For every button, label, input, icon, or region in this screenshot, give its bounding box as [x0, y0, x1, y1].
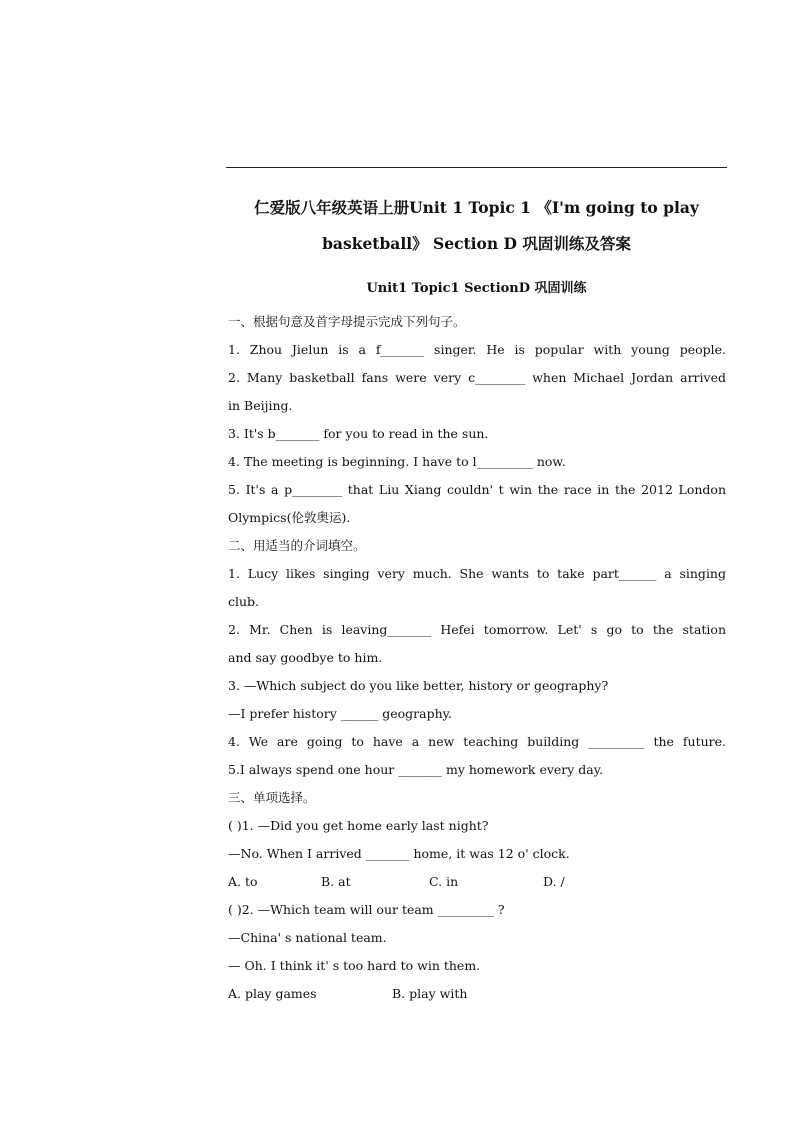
s3-question-2-line-3: — Oh. I think it' s too hard to win them. — [228, 958, 481, 973]
exercise-body — [228, 308, 726, 1008]
document-title-line-1: 仁爱版八年级英语上册Unit 1 Topic 1 《I'm going to play — [254, 198, 699, 217]
option-a: A. play games — [228, 986, 317, 1001]
s2-question-2: 2. Mr. Chen is leaving_______ Hefei tomorrow. Let' s go to the station — [228, 622, 726, 637]
s3-question-2-stem: ( )2. —Which team will our team _________ ? — [228, 902, 505, 917]
s3-question-1-options — [228, 868, 726, 896]
s1-question-1: 1. Zhou Jielun is a f_______ singer. He is popular with young people. — [228, 342, 726, 357]
document-title-line-2: basketball》 Section D 巩固训练及答案 — [322, 234, 631, 253]
s3-question-2-options — [228, 980, 726, 1008]
section-subtitle: Unit1 Topic1 SectionD 巩固训练 — [366, 281, 587, 296]
s1-question-2: 2. Many basketball fans were very c________ when Michael Jordan arrived — [228, 370, 726, 385]
s1-question-4: 4. The meeting is beginning. I have to l_________ now. — [228, 454, 566, 469]
s2-question-1-cont: club. — [228, 594, 260, 609]
option-d: D. / — [543, 874, 565, 889]
s2-question-1: 1. Lucy likes singing very much. She wants to take part______ a singing — [228, 566, 726, 581]
section-1-heading: 一、根据句意及首字母提示完成下列句子。 — [228, 314, 466, 329]
s1-question-5-cont: Olympics(伦敦奥运). — [228, 510, 351, 525]
s2-question-5: 5.I always spend one hour _______ my homework every day. — [228, 762, 604, 777]
s2-question-3: 3. —Which subject do you like better, history or geography? — [228, 678, 609, 693]
s1-question-2-cont: in Beijing. — [228, 398, 293, 413]
section-2-heading: 二、用适当的介词填空。 — [228, 538, 366, 553]
option-c: C. in — [429, 874, 459, 889]
header-rule — [226, 167, 727, 168]
s2-question-4: 4. We are going to have a new teaching building _________ the future. — [228, 734, 726, 749]
s3-question-1-line-2: —No. When I arrived _______ home, it was 12 o' clock. — [228, 846, 570, 861]
option-a: A. to — [228, 874, 258, 889]
s2-question-3-answer-line: —I prefer history ______ geography. — [228, 706, 453, 721]
s2-question-2-cont: and say goodbye to him. — [228, 650, 383, 665]
s1-question-5: 5. It's a p________ that Liu Xiang couldn' t win the race in the 2012 London — [228, 482, 726, 497]
option-b: B. play with — [392, 986, 468, 1001]
section-3-heading: 三、单项选择。 — [228, 790, 316, 805]
option-b: B. at — [321, 874, 351, 889]
s1-question-3: 3. It's b_______ for you to read in the sun. — [228, 426, 489, 441]
s3-question-1-stem: ( )1. —Did you get home early last night? — [228, 818, 489, 833]
s3-question-2-line-2: —China' s national team. — [228, 930, 387, 945]
